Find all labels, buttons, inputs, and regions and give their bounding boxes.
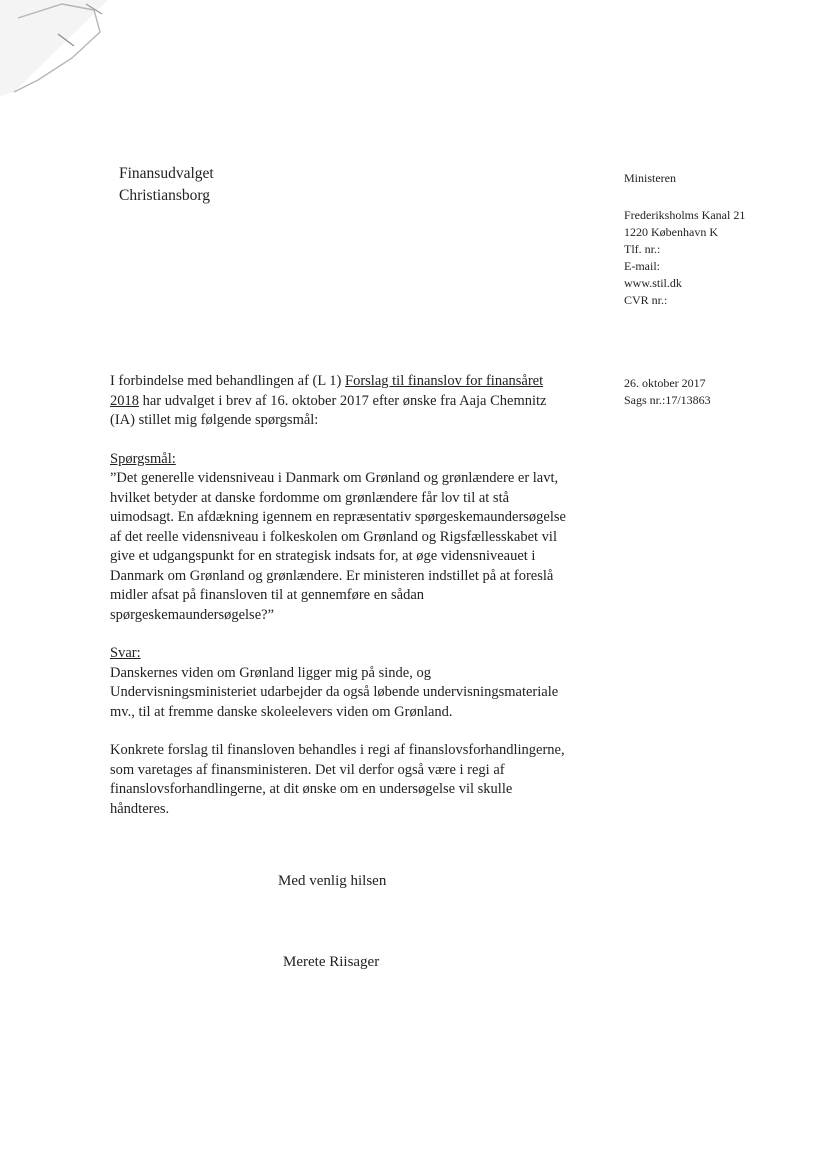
case-number: Sags nr.:17/13863 xyxy=(624,393,711,407)
recipient-line-2: Christiansborg xyxy=(119,187,210,204)
recipient-line-1: Finansudvalget xyxy=(119,165,214,182)
sender-email: E-mail: xyxy=(624,259,660,273)
sender-phone: Tlf. nr.: xyxy=(624,242,661,256)
intro-paragraph: I forbindelse med behandlingen af (L 1) Forslag til finanslov for finansåret 2018 har udvalget i brev af 16. oktober 2017 efter ønske fra Aaja Chemnitz (IA) stillet mig følgende spørgsmål: xyxy=(110,373,547,428)
recipient-address xyxy=(119,163,214,207)
sender-cvr: CVR nr.: xyxy=(624,293,668,307)
folded-corner-mark xyxy=(0,0,120,110)
sender-title: Ministeren xyxy=(624,171,676,185)
answer-text: Danskernes viden om Grønland ligger mig på sinde, og Undervisningsministeriet udarbejder da også løbende undervisningsmateriale mv., til at fremme danske skoleelevers viden om Grønland. xyxy=(110,664,559,720)
answer-heading: Svar: xyxy=(110,645,141,661)
closing-greeting: Med venlig hilsen xyxy=(278,873,387,889)
sender-web: www.stil.dk xyxy=(624,276,682,290)
letter-meta xyxy=(624,375,711,409)
letter-date: 26. oktober 2017 xyxy=(624,376,706,390)
sender-block xyxy=(624,170,745,309)
question-text: ”Det generelle vidensniveau i Danmark om Grønland og grønlændere er lavt, hvilket betyder at danske fordomme om grønlændere får lov til at stå uimodsagt. En afdækning igennem en repræsentativ spørgeskemaundersøgelse af det reelle vidensniveau i folkeskolen om Grønland og Rigsfællesskabet vil give et udgangspunkt for en strategisk indsats for, at øge vidensniveauet i Danmark om Grønland og grønlændere. Er ministeren indstillet på at foreslå midler afsat på finansloven til at gennemføre en sådan spørgeskemaundersøgelse?” xyxy=(110,470,566,623)
signature-name: Merete Riisager xyxy=(283,954,380,970)
conclusion-paragraph: Konkrete forslag til finansloven behandles i regi af finanslovsforhandlingerne, som varetages af finansministeren. Det vil derfor også være i regi af finanslovsforhandlingerne, at dit ønske om en undersøgelse vil skulle håndteres. xyxy=(110,742,565,817)
question-heading: Spørgsmål: xyxy=(110,450,176,467)
sender-address: Frederiksholms Kanal 21 xyxy=(624,208,746,222)
bill-reference: Forslag til finanslov for finansåret 2018 xyxy=(110,373,544,409)
sender-city: 1220 København K xyxy=(624,225,718,239)
letter-body xyxy=(110,372,570,819)
